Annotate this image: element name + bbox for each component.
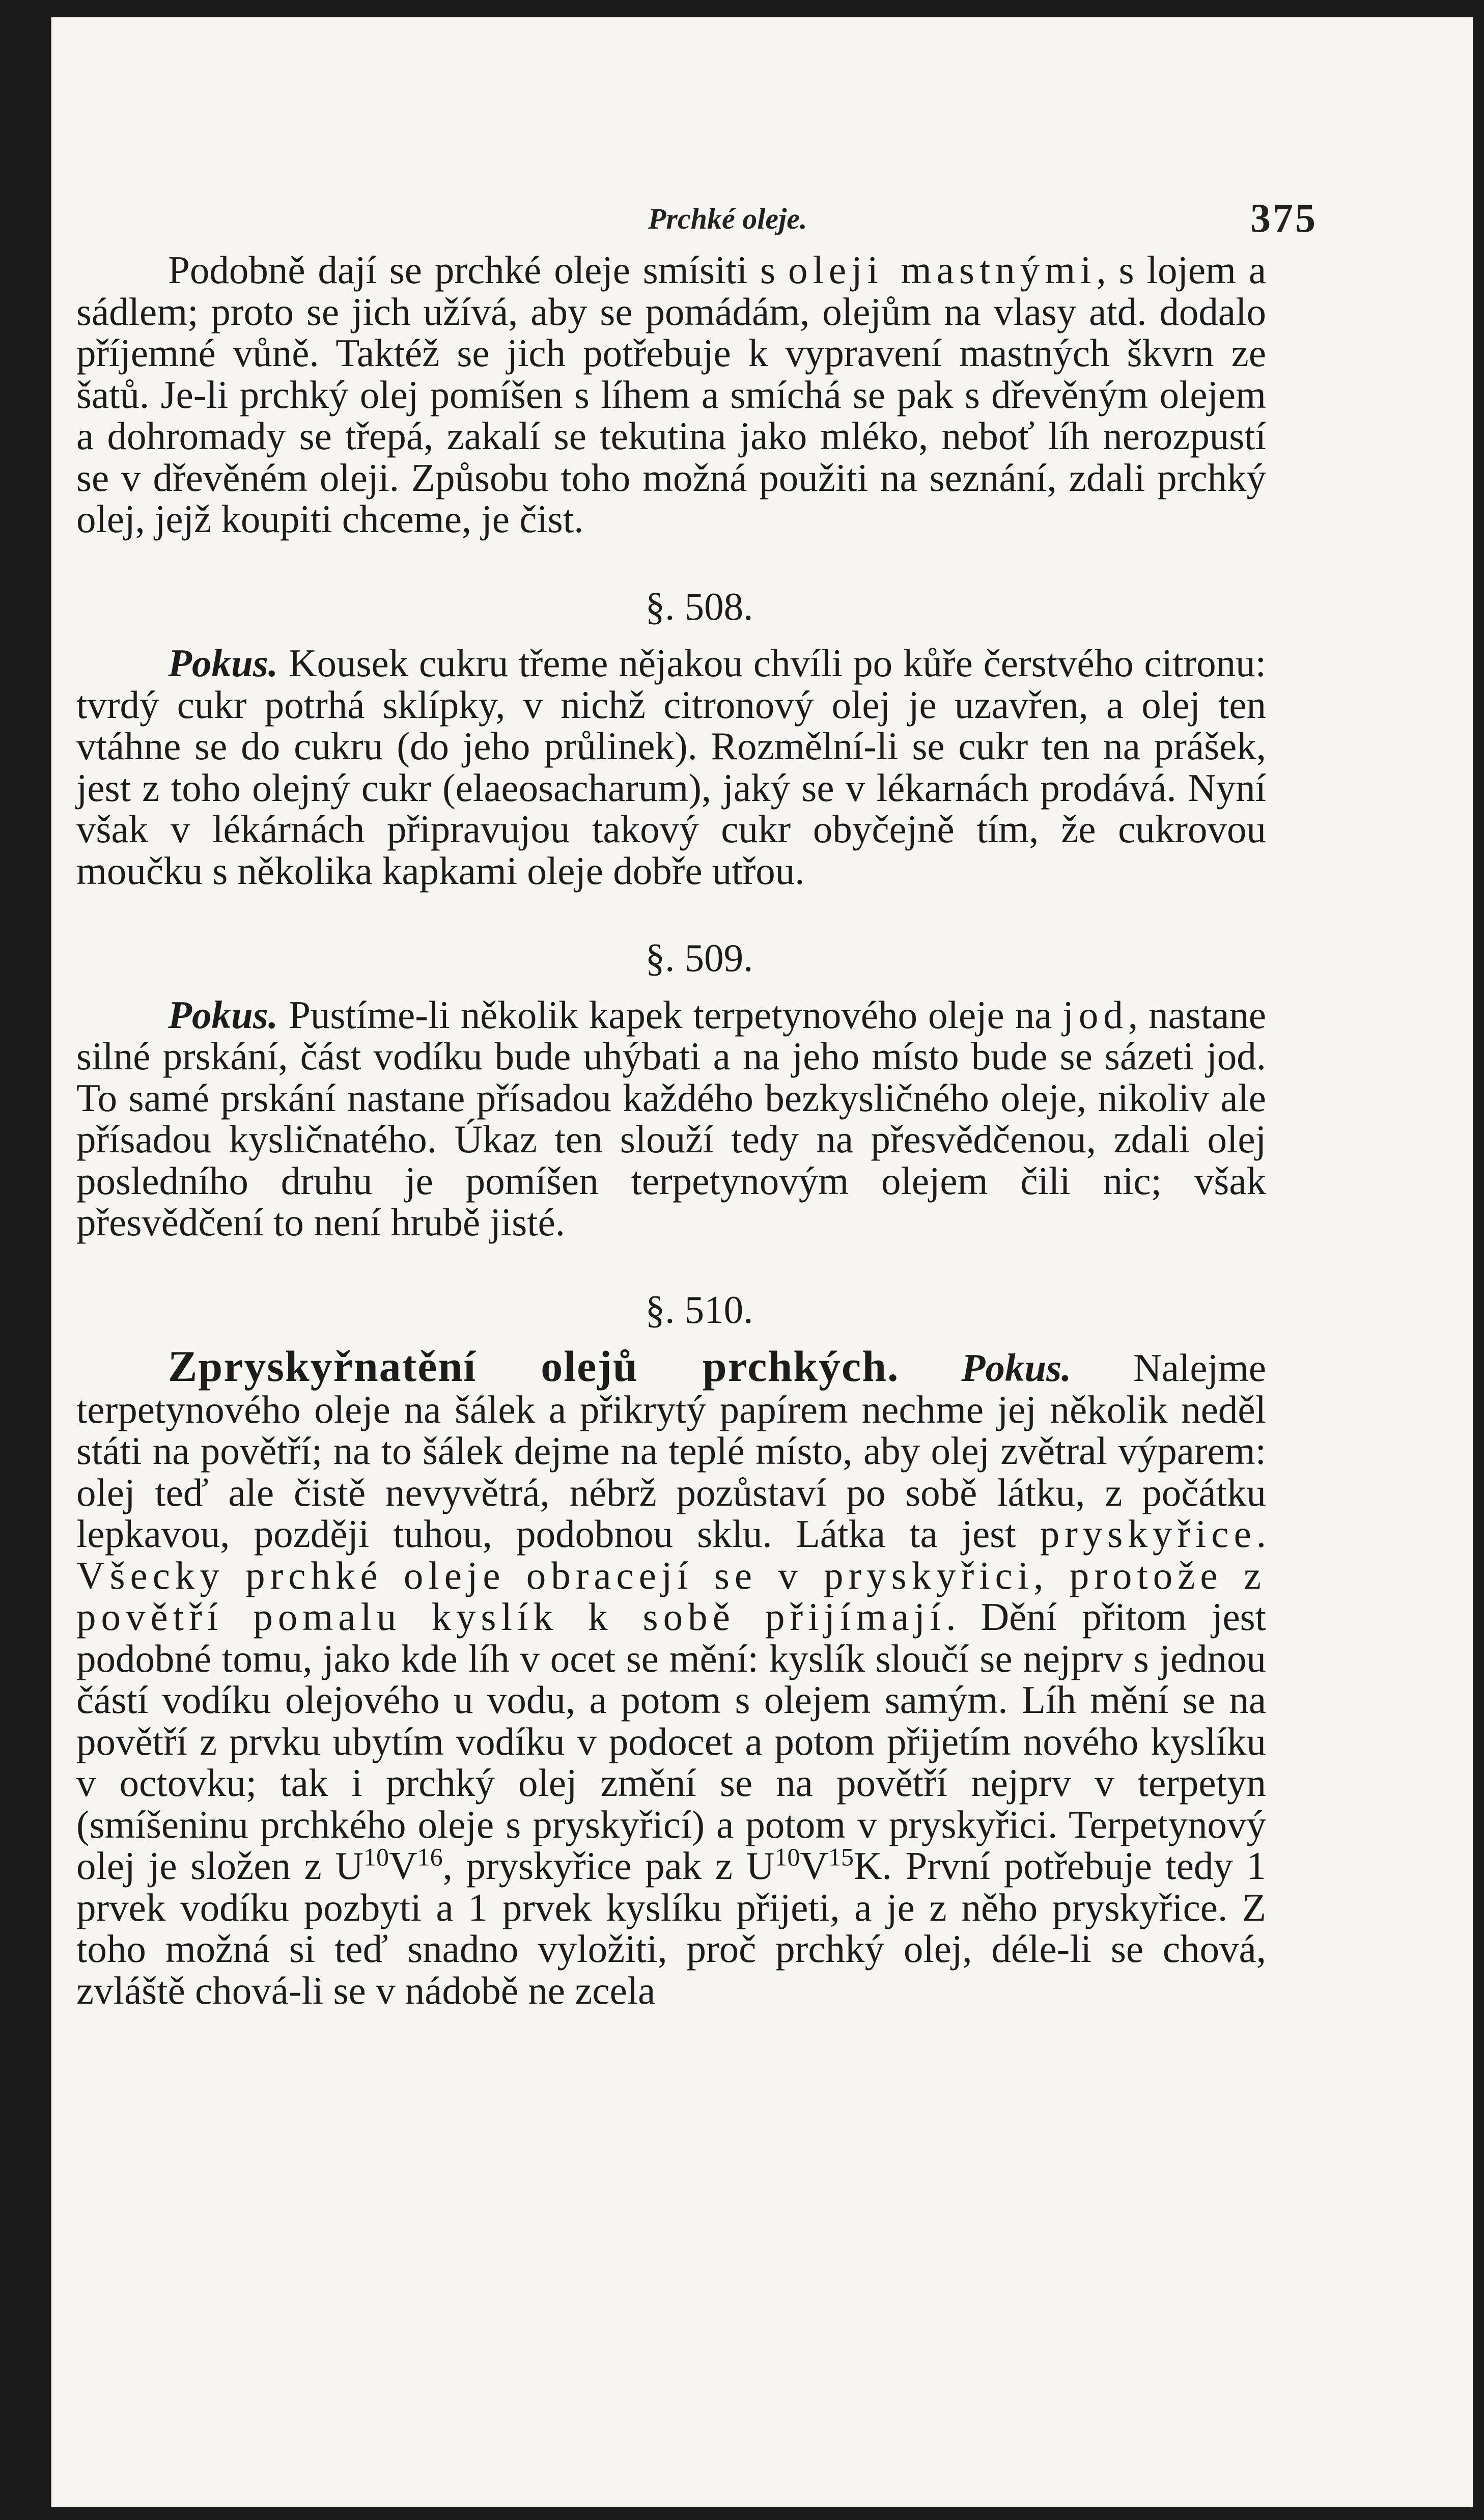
intro-text-b: , s lojem a sádlem; proto se jich užívá, aby se pomádám, olejům na vlasy atd. dodalo příjemné vůně. Taktéž se jich potřebuje k vypravení mastných škvrn ze šatů. Je-li prchký olej pomíšen s líhem a smíchá se pak s dřevěným olejem a dohromady se třepá, zakalí se tekutina jako mléko, neboť líh nerozpustí se v dřevěném oleji. Způsobu toho možná použiti na seznání, zdali prchký olej, jejž koupiti chceme, je čist. xyxy=(76,248,1266,541)
intro-spaced-term: oleji mastnými xyxy=(788,248,1097,292)
intro-paragraph xyxy=(76,250,1266,540)
section-510-heading: Zpryskyřnatění olejů prchkých. xyxy=(168,1342,900,1391)
section-510-text-a: Nalejme terpetynového oleje na šálek a přikrytý papírem nechme jej několik neděl státi na povětří; na to šálek dejme na teplé místo, aby olej zvětral výparem: olej teď ale čistě nevyvětrá, nébrž pozůstaví po sobě látku, z počátku lepkavou, později tuhou, podobnou sklu. Látka ta jest xyxy=(76,1346,1266,1556)
intro-text-a: Podobně dají se prchké oleje smísiti s xyxy=(168,248,789,292)
section-509-paragraph xyxy=(76,994,1266,1243)
pokus-label: Pokus. xyxy=(168,641,278,685)
section-number-508: §. 508. xyxy=(645,584,753,628)
page-number: 375 xyxy=(1250,196,1318,241)
section-number-510: §. 510. xyxy=(645,1287,753,1332)
section-509-text-b: , nastane silné prskání, část vodíku bude uhýbati a na jeho místo bude se sázeti jod. To samé prskání nastane přísadou každého bezkysličného oleje, nikoliv ale přísadou kysličnatého. Úkaz ten slouží tedy na přesvědčenou, zdali olej posledního druhu je pomíšen terpetynovým olejem čili nic; však přesvědčení to není hrubě jisté. xyxy=(76,992,1266,1244)
section-510-text-b: . xyxy=(1256,1512,1266,1556)
section-508-text: Kousek cukru třeme nějakou chvíli po kůře čerstvého citronu: tvrdý cukr potrhá sklípky, v nichž citronový olej je uzavřen, a olej ten vtáhne se do cukru (do jeho průlinek). Rozmělní-li se cukr ten na prášek, jest z toho olejný cukr (elaeosacharum), jaký se v lékarnách prodává. Nyní však v lékárnách připravujou takový cukr obyčejně tím, že cukrovou moučku s několika kapkami oleje dobře utřou. xyxy=(76,641,1266,893)
section-510-text-e: , pryskyřice pak z U xyxy=(442,1844,775,1888)
section-509-text-a: Pustíme-li několik kapek terpetynového oleje na xyxy=(278,992,1063,1037)
section-510-text-c: . Dění přitom jest podobné tomu, jako kde líh v ocet se mění: kyslík sloučí se nejprv s jednou částí vodíku olejového u vodu, a potom s olejem samým. Líh mění se na povětří z prvku ubytím vodíku v podocet a potom přijetím nového kyslíku v octovku; tak i prchký olej změní se na povětří nejprv v terpetyn (smíšeninu prchkého oleje s pryskyřicí) a potom v pryskyřici. Terpetynový olej je složen z U xyxy=(76,1595,1266,1888)
section-510-text-d: V xyxy=(389,1844,417,1888)
section-509-spaced-term: jod xyxy=(1062,992,1128,1037)
page-header xyxy=(131,196,1318,246)
formula-superscript: 16 xyxy=(417,1842,443,1871)
pokus-label: Pokus. xyxy=(961,1346,1072,1390)
section-510-spaced-b: Všecky prchké oleje obracejí se v pryskyřici, protože z povětří pomalu kyslík k sobě přijímají xyxy=(76,1553,1266,1639)
section-508-paragraph xyxy=(76,643,1266,892)
formula-superscript: 10 xyxy=(363,1842,389,1871)
formula-superscript: 10 xyxy=(774,1842,800,1871)
running-title: Prchké oleje. xyxy=(648,202,807,235)
section-510-text-f: V xyxy=(800,1844,828,1888)
section-510-text-g: K. První potřebuje tedy 1 prvek vodíku pozbyti a 1 prvek kyslíku přijeti, a je z něho pryskyřice. Z toho možná si teď snadno vyložiti, proč prchký olej, déle-li se chová, zvláště chová-li se v nádobě ne zcela xyxy=(76,1844,1266,2012)
section-510-paragraph xyxy=(76,1342,1266,2012)
section-510-spaced-a: pryskyřice xyxy=(1040,1512,1256,1556)
pokus-label: Pokus. xyxy=(168,992,278,1037)
formula-superscript: 15 xyxy=(828,1842,854,1871)
section-number-509: §. 509. xyxy=(645,936,753,980)
body-text xyxy=(76,250,1266,2011)
